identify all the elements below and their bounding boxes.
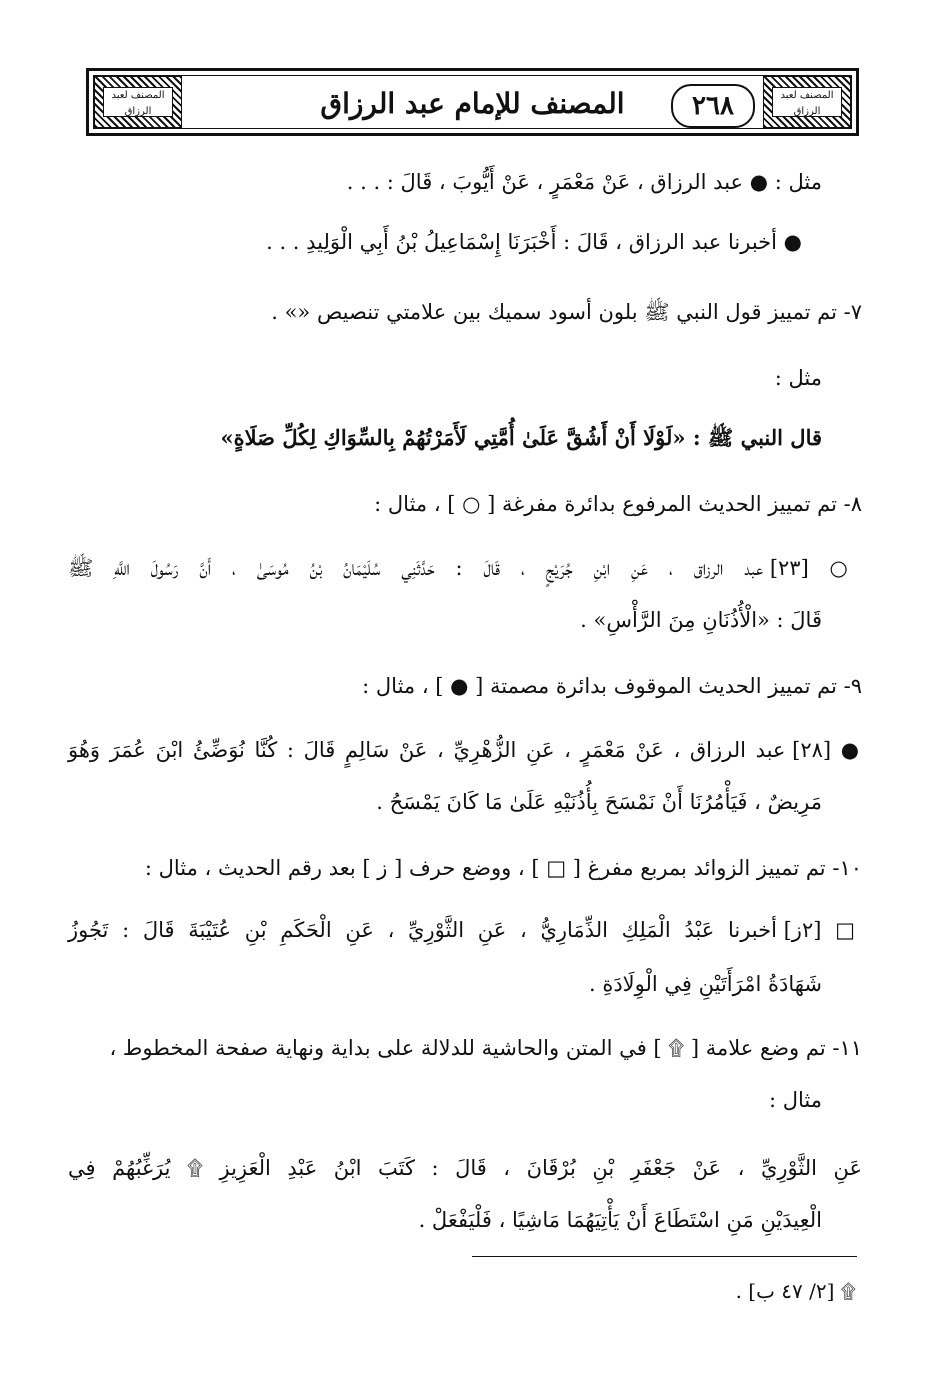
hadith-line: مَرِيضٌ ، فَيَأْمُرُنَا أَنْ نَمْسَحَ بِأُذُنَيْهِ عَلَىٰ مَا كَانَ يَمْسَحُ . [376,790,822,814]
hadith-line: شَهَادَةُ امْرَأَتَيْنِ فِي الْوِلَادَةِ . [588,972,822,996]
hadith-line: عَنِ الثَّوْرِيِّ ، عَنْ جَعْفَرِ بْنِ بُرْقَانَ ، قَالَ : كَتَبَ ابْنُ عَبْدِ الْعَزِيزِ ۩ يُرَغِّبُهُمْ فِي [68,1156,862,1180]
list-item-10: ١٠- تم تمييز الزوائد بمربع مفرغ [ □ ] ، ووضع حرف [ ز ] بعد رقم الحديث ، مثال : [144,856,862,880]
list-item-8: ٨- تم تمييز الحديث المرفوع بدائرة مفرغة [ ○ ] ، مثال : [374,492,862,516]
footnote-separator [472,1256,857,1257]
page-number: ٢٦٨ [671,84,755,128]
list-item-7: ٧- تم تمييز قول النبي ﷺ بلون أسود سميك بين علامتي تنصيص «» . [271,300,862,324]
hadith-quote: قال النبي ﷺ : «لَوْلَا أَنْ أَشُقَّ عَلَىٰ أُمَّتِي لَأَمَرْتُهُمْ بِالسِّوَاكِ لِكُلِّ صَلَاةٍ» [220,425,822,450]
footnote: ۩ [٢/ ٤٧ ب] . [735,1279,856,1303]
list-item-11: ١١- تم وضع علامة [ ۩ ] في المتن والحاشية للدلالة على بداية ونهاية صفحة المخطوط ، [109,1036,862,1060]
list-item-9: ٩- تم تمييز الحديث الموقوف بدائرة مصمتة [ ● ] ، مثال : [362,674,862,698]
running-title: المصنف للإمام عبد الرزاق [320,87,625,120]
hadith-line: قَالَ : «الْأُذُنَانِ مِنَ الرَّأْسِ» . [580,608,822,632]
hadith-line: ● [٢٨] عبد الرزاق ، عَنْ مَعْمَرٍ ، عَنِ الزُّهْرِيِّ ، عَنْ سَالِمٍ قَالَ : كُنَّا نُوَضِّئُ ابْنَ عُمَرَ وَهُوَ [68,738,862,762]
text-line: ● أخبرنا عبد الرزاق ، قَالَ : أَخْبَرَنَا إِسْمَاعِيلُ بْنُ أَبِي الْوَلِيدِ . . . [266,230,802,254]
hadith-line: ○ [٢٣] عبد الرزاق ، عَنِ ابْنِ جُرَيْجٍ ، قَالَ : حَدَّثَنِي سُلَيْمَانُ بْنُ مُوسَىٰ ، أَنَّ رَسُولَ اللَّهِ ﷺ [68,556,862,580]
ornament-left [94,76,182,128]
page-header [86,68,859,136]
ornament-left-label: المصنف لعبد الرزاق [103,87,173,117]
ornament-right [763,76,851,128]
text-line: مثال : [769,1088,822,1112]
header-frame [93,75,852,129]
hadith-line: □ [٢ز] أخبرنا عَبْدُ الْمَلِكِ الذِّمَارِيُّ ، عَنِ الثَّوْرِيِّ ، عَنِ الْحَكَمِ بْنِ عُتَيْبَةَ قَالَ : تَجُوزُ [68,918,862,942]
hadith-line: الْعِيدَيْنِ مَنِ اسْتَطَاعَ أَنْ يَأْتِيَهُمَا مَاشِيًا ، فَلْيَفْعَلْ . [418,1208,822,1232]
ornament-right-label: المصنف لعبد الرزاق [772,87,842,117]
text-line: مثل : ● عبد الرزاق ، عَنْ مَعْمَرٍ ، عَنْ أَيُّوبَ ، قَالَ : . . . [346,170,822,194]
text-line: مثل : [774,366,822,390]
